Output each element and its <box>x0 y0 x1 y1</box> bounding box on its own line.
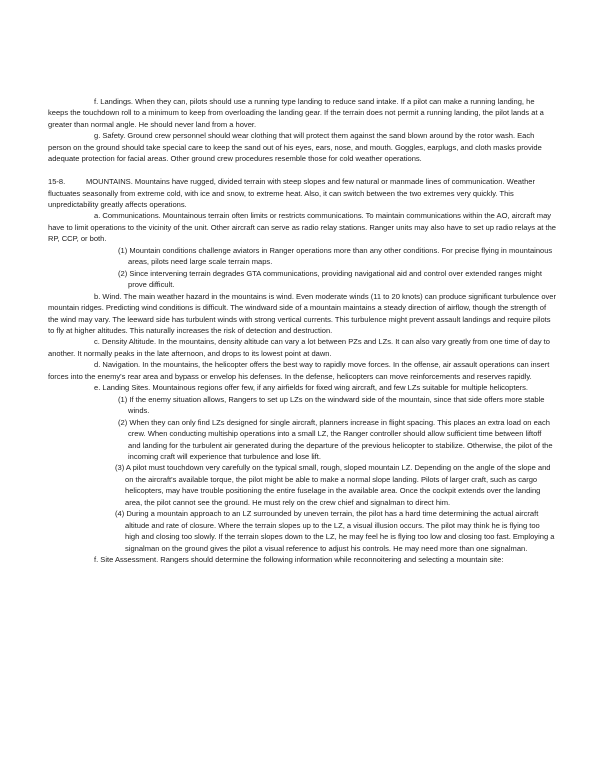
paragraph-f-site-assessment: f. Site Assessment. Rangers should determine the following information while reconnoitering and selecting a mountain site: <box>94 555 504 565</box>
paragraph-e-landing-sites: e. Landing Sites. Mountainous regions offer few, if any airfields for fixed wing aircraft, and few LZs suitable for multiple helicopters. <box>94 383 529 393</box>
paragraph-g-safety: g. Safety. Ground crew personnel should wear clothing that will protect them against the sand blown around by the rotor wash. Each person on the ground should take special care to keep the sand out of his eyes, ears, nose, and mouth. Goggles, earplugs, and cloth masks provide adequate protection for facial areas. Other ground crew procedures resemble those for cold weather operations. <box>48 131 542 164</box>
list-item-e-1: (1) If the enemy situation allows, Rangers to set up LZs on the windward side of the mountain, since that side offers more stable winds. <box>118 394 545 416</box>
list-item-a-2: (2) Since intervening terrain degrades GTA communications, providing navigational aid and control over extended ranges might prove difficult. <box>118 268 542 290</box>
paragraph-c-density-altitude: c. Density Altitude. In the mountains, density altitude can vary a lot between PZs and LZs. It can also vary greatly from one time of day to another. It normally peaks in the late afternoon, and drops to its lowest point at dawn. <box>48 337 550 358</box>
paragraph-d-navigation: d. Navigation. In the mountains, the helicopter offers the best way to rapidly move forces. In the offense, air assault operations can insert forces into the enemy's rear area and bypass or envelop his defenses. In the defense, helicopters can move reinforcements and reserves rapidly. <box>48 360 550 381</box>
paragraph-a-communications: a. Communications. Mountainous terrain often limits or restricts communications. To maintain communications within the AO, aircraft may have to limit operations to the vicinity of the unit. Other aircraft can serve as radio relay stations. Ranger units may also have to set up radio relays at the RP, CCP, or both. <box>48 211 556 244</box>
page-body-text <box>48 96 556 566</box>
list-item-a-1: (1) Mountain conditions challenge aviators in Ranger operations more than any other conditions. For precise flying in mountainous areas, pilots need large scale terrain maps. <box>118 245 553 267</box>
list-item-e-4: (4) During a mountain approach to an LZ surrounded by uneven terrain, the pilot has a hard time determining the actual aircraft altitude and rate of closure. Where the terrain slopes up to the LZ, a visual illusion occurs. The pilot may think he is flying too high and closing too slowly. If the terrain slopes down to the LZ, he may feel he is flying too low and closing too fast. Employing a signalman on the ground gives the pilot a visual reference to adjust his controls. He may need more than one signalman. <box>115 509 555 553</box>
section-heading-text: MOUNTAINS. Mountains have rugged, divided terrain with steep slopes and few natural or manmade lines of communication. Weather fluctuates seasonally from extreme cold, with ice and snow, to extreme heat. Also, it can switch between the two extremes very quickly. This unpredictability greatly affects operations. <box>48 177 535 210</box>
list-item-e-3: (3) A pilot must touchdown very carefully on the typical small, rough, sloped mountain LZ. Depending on the angle of the slope and on the aircraft's available torque, the pilot might be able to make a normal slope landing. Pilots of larger craft, such as cargo helicopters, may have trouble positioning the entire fuselage in the available area. Once the cockpit extends over the landing area, the pilot cannot see the ground. He must rely on the crew chief and signalman to direct him. <box>115 463 551 507</box>
list-item-e-2: (2) When they can only find LZs designed for single aircraft, planners increase in flight spacing. This places an extra load on each crew. When conducting multiship operations into a small LZ, the Ranger controller should allow sufficient time between liftoff and landing for the turbulent air generated during the departure of the previous helicopter to stabilize. Otherwise, the pilot of the incoming craft will experience that turbulence and lose lift. <box>118 417 553 461</box>
section-heading-15-8 <box>48 176 556 210</box>
paragraph-b-wind: b. Wind. The main weather hazard in the mountains is wind. Even moderate winds (11 to 20 knots) can produce significant turbulence over mountain ridges. Predicting wind conditions is difficult. The windward side of a mountain maintains a steady direction of airflow, though the strength of the wind may vary. The leeward side has turbulent winds with strong vertical currents. This turbulence might prevent assault landings and require pilots to fly at higher altitudes. This naturally increases the risk of detection and destruction. <box>48 291 557 335</box>
section-number: 15-8. <box>48 177 66 187</box>
paragraph-f-landings: f. Landings. When they can, pilots should use a running type landing to reduce sand intake. If a pilot can make a running landing, he keeps the touchdown roll to a minimum to keep from overloading the landing gear. If the terrain does not permit a running landing, the pilot lands at a greater than normal angle. He should never land from a hover. <box>48 97 544 129</box>
